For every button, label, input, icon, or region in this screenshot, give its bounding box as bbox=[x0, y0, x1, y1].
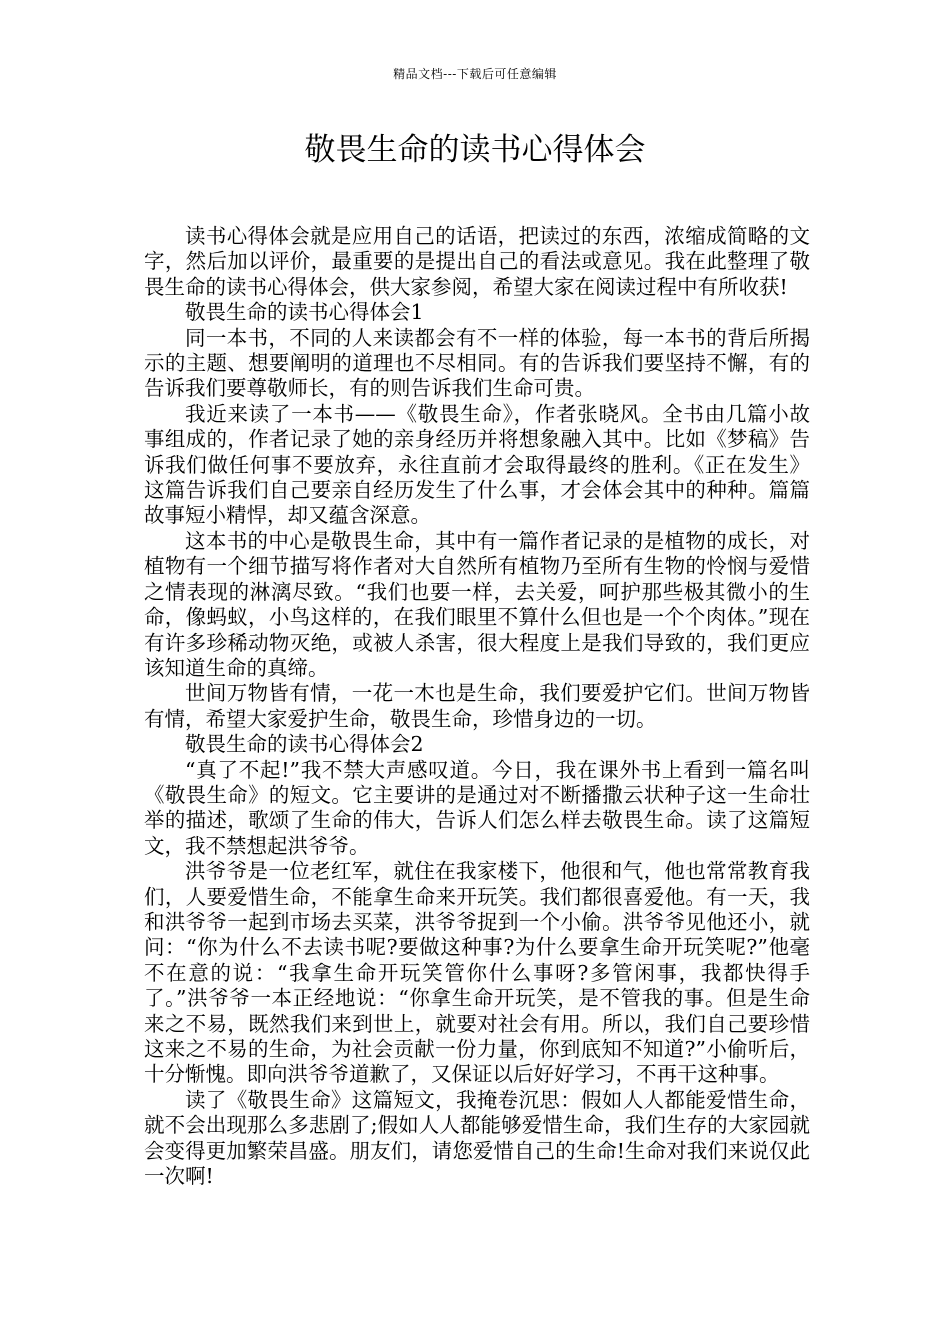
paragraph: “真了不起!”我不禁大声感叹道。今日，我在课外书上看到一篇名叫《敬畏生命》的短文。它主要讲的是通过对不断播撒云状种子这一生命壮举的描述，歌颂了生命的伟大，告诉人们怎么样去敬畏生命。读了这篇短文，我不禁想起洪爷爷。 bbox=[144, 757, 810, 858]
paragraph: 洪爷爷是一位老红军，就住在我家楼下，他很和气，他也常常教育我们，人要爱惜生命，不能拿生命来开玩笑。我们都很喜爱他。有一天，我和洪爷爷一起到市场去买菜，洪爷爷捉到一个小偷。洪爷爷见他还小，就问：“你为什么不去读书呢?要做这种事?为什么要拿生命开玩笑呢?”他毫不在意的说：“我拿生命开玩笑管你什么事呀?多管闲事，我都快得手了。”洪爷爷一本正经地说：“你拿生命开玩笑，是不管我的事。但是生命来之不易，既然我们来到世上，就要对社会有用。所以，我们自己要珍惜这来之不易的生命，为社会贡献一份力量，你到底知不知道?”小偷听后，十分惭愧。即向洪爷爷道歉了，又保证以后好好学习，不再干这种事。 bbox=[144, 859, 810, 1087]
document-title: 敬畏生命的读书心得体会 bbox=[304, 132, 646, 168]
section-heading-1: 敬畏生命的读书心得体会1 bbox=[185, 300, 424, 325]
paragraph: 世间万物皆有情，一花一木也是生命，我们要爱护它们。世间万物皆有情，希望大家爱护生命，敬畏生命，珍惜身边的一切。 bbox=[144, 681, 810, 731]
paragraph-intro: 读书心得体会就是应用自己的话语，把读过的东西，浓缩成简略的文字，然后加以评价，最重要的是提出自己的看法或意见。我在此整理了敬畏生命的读书心得体会，供大家参阅，希望大家在阅读过程中有所收获! bbox=[144, 224, 810, 299]
paragraph: 同一本书，不同的人来读都会有不一样的体验，每一本书的背后所揭示的主题、想要阐明的道理也不尽相同。有的告诉我们要坚持不懈，有的告诉我们要尊敬师长，有的则告诉我们生命可贵。 bbox=[144, 325, 810, 401]
document-body bbox=[144, 224, 810, 1189]
section-heading-2: 敬畏生命的读书心得体会2 bbox=[185, 732, 424, 757]
paragraph: 读了《敬畏生命》这篇短文，我掩卷沉思：假如人人都能爱惜生命，就不会出现那么多悲剧了;假如人人都能够爱惜生命，我们生存的大家园就会变得更加繁荣昌盛。朋友们，请您爱惜自己的生命!生命对我们来说仅此一次啊! bbox=[144, 1087, 810, 1189]
page-header: 精品文档---下载后可任意编辑 bbox=[393, 67, 557, 81]
paragraph: 这本书的中心是敬畏生命，其中有一篇作者记录的是植物的成长，对植物有一个细节描写将作者对大自然所有植物乃至所有生物的怜悯与爱惜之情表现的淋漓尽致。“我们也要一样，去关爱，呵护那些极其微小的生命，像蚂蚁，小鸟这样的，在我们眼里不算什么但也是一个个肉体。”现在有许多珍稀动物灭绝，或被人杀害，很大程度上是我们导致的，我们更应该知道生命的真缔。 bbox=[144, 528, 810, 680]
paragraph: 我近来读了一本书——《敬畏生命》，作者张晓风。全书由几篇小故事组成的，作者记录了她的亲身经历并将想象融入其中。比如《梦稿》告诉我们做任何事不要放弃，永往直前才会取得最终的胜利。《正在发生》这篇告诉我们自己要亲自经历发生了什么事，才会体会其中的种种。篇篇故事短小精悍，却又蕴含深意。 bbox=[144, 401, 810, 528]
